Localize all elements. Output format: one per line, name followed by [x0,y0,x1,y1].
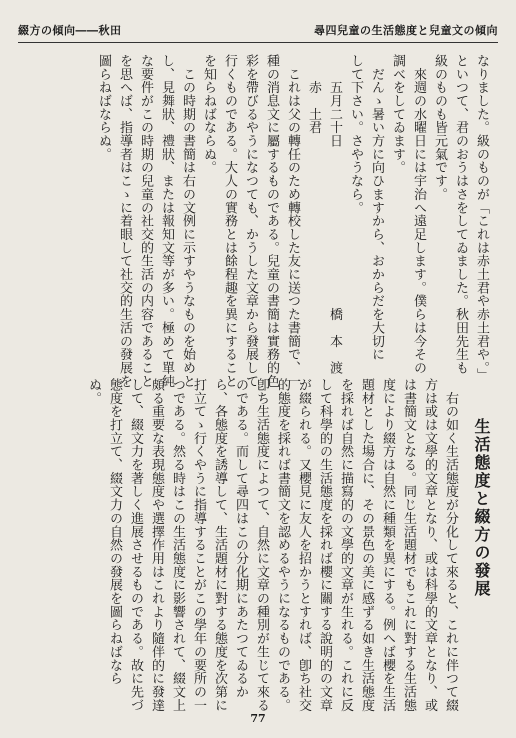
text-column: 題材とした場合に、その景色の美に感ずる如き生活態度 [359,378,374,712]
text-column: 方は或は文學的文章となり、或は科學的文章となり、或 [422,378,437,712]
text-column: 卽ち生活態度によつて、自然に文章の種別が生じて來る [254,378,269,712]
text-column: は書簡文となる。同じ生活題材でもこれに對する生活態 [401,378,416,712]
text-column: といつて、君のおうはさをしてゐました。秋田先生も [453,54,468,375]
text-column: 圖らねばならぬ。 [96,54,111,161]
text-column: 種の消息文に屬するものである。兒童の書簡は實務的色 [264,54,279,388]
text-column: して科學的の生活態度を採れば櫻に關する說明的の文章 [317,378,332,712]
text-column: ら、各態度を誘導して、生活題材に對する態度を次第に [212,378,227,712]
header-rule [18,42,498,43]
text-column: なりました。級のものが「これは赤土君や赤土君や。」 [474,54,489,382]
text-column: 打立てゝ行くやうに指導することがこの學年の要所の一 [191,378,206,712]
header-section-title: 綴方の傾向――秋田 [18,24,122,37]
text-column: のである。而して尋四はこの分化期にあたつてゐるか [233,378,248,699]
text-column: して、綴文力を著しく進展させるものである。故に先づ [128,378,143,712]
text-column: 五月二十日 橋 本 渡 [327,54,342,375]
text-column: を思へば、指導者はこゝに着眼して社交的生活の發展を [117,54,132,388]
text-column: が綴られる。又櫻見に友人を招かうとすれば、卽ち社交 [296,378,311,712]
text-column: 右の如く生活態度が分化して來ると、これに伴つて綴 [443,378,458,712]
text-column: これは父の轉任のため轉校した友に送つた書簡で、一 [285,54,300,388]
text-column: 來週の水曜日には宇治へ遠足します。僕らは今その [411,54,426,375]
text-column: 級のものも皆元氣です。 [432,54,447,201]
section-heading: 生活態度と綴方の發展 [472,418,491,598]
text-column: ぬ。 [86,378,101,405]
lower-text-block [20,378,492,712]
text-column: この時期の書簡は右の文例に示すやうなものを始めと [180,54,195,388]
text-column: して下さい。さやうなら。 [348,54,363,215]
text-column: な要件がこの時期の兒童の社交的生活の内容であること [138,54,153,388]
text-column: だんゝ暑い方に向ひますから、おからだを大切に [369,54,384,362]
header-chapter-title: 尋四兒童の生活態度と兒童文の傾向 [314,24,498,37]
text-column: 度により綴方は自然に種類を異にする。例へば櫻を生活 [380,378,395,712]
text-column: を知らねばならぬ。 [201,54,216,175]
text-column: 彩を帶びるやうになつても、かうした文章から發展して [243,54,258,388]
running-header [18,22,498,38]
text-column: 態度を打立て、綴文力の自然の發展を圖らねばなら [107,378,122,686]
text-column: 頗る重要な表現態度や選擇作用はこれより隨伴的に發達 [149,378,164,712]
text-column: 行くものである。大人の實務とは餘程趣を異にすること [222,54,237,388]
text-column: を採れば自然に描寫的の文學的文章が生れる。これに反 [338,378,353,712]
text-column: し、見舞狀、禮狀、または報知文等が多い。極めて單純 [159,54,174,388]
text-column: 調べをしてゐます。 [390,54,405,175]
text-column: つである。然る時はこの生活態度に影響されて、綴文上 [170,378,185,712]
upper-text-block [22,54,492,388]
page-number: 77 [250,712,266,725]
text-column: 赤 土君 [306,54,321,135]
text-column: 的態度を採れば書簡文を認めるやうになるものである。 [275,378,290,712]
